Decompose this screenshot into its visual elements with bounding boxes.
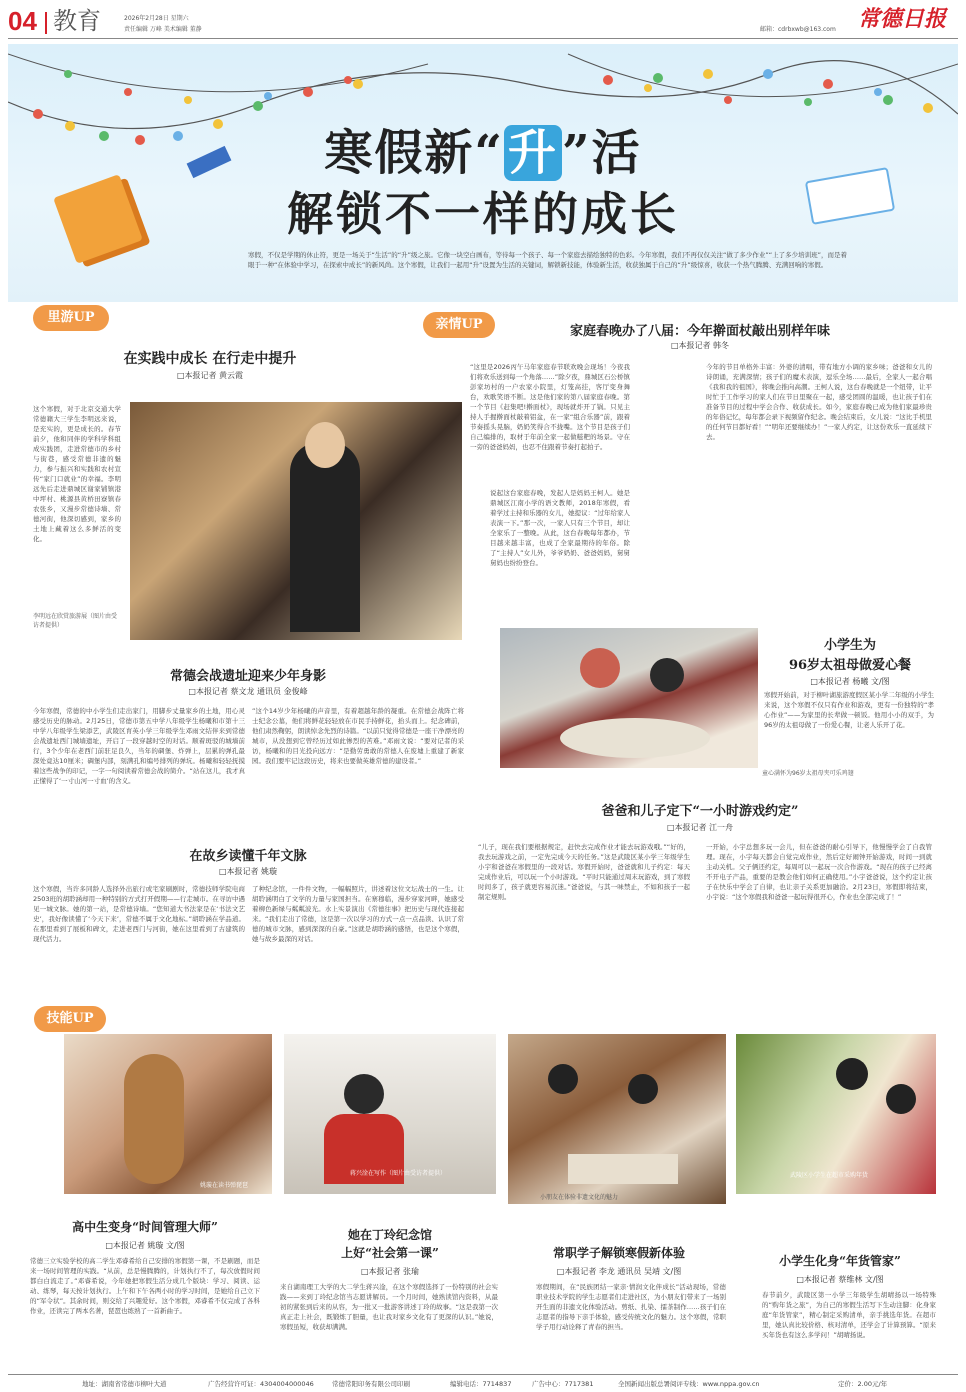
b3-byline: □本报记者 江一舟 [666, 823, 734, 832]
banner-title-part: ”活 [562, 125, 642, 181]
banner-title-line2: 解锁不一样的成长 [287, 187, 679, 241]
a1-photo [130, 402, 462, 640]
a3-title: 在故乡读懂千年文脉 [189, 849, 307, 864]
page-number: 04 [8, 6, 37, 36]
table-plates [560, 718, 710, 758]
person-head [628, 1074, 658, 1104]
footer-address: 地址：湖南省常德市柳叶大道 [82, 1380, 167, 1388]
b2-title-line2: 96岁太祖母做爱心餐 [788, 658, 912, 673]
paper-logo: 常德日报 [858, 6, 947, 32]
b2-body: 寒假开始前，对于柳叶湖旅游度假区某小学二年级的小学生来说，这个寒假不仅只有作业和游戏，更有一份独特的“孝心作业”——为家里的长辈做一顿饭。他用小小的双手，为96岁的太祖母做了一份爱心餐，让老人乐开了花。 [764, 691, 934, 729]
email-line: 邮箱：cdrbxwb@163.com [760, 26, 836, 33]
a1-byline: □本报记者 黄云霞 [176, 371, 244, 380]
c3-title: 常职学子解锁寒假新体验 [552, 1246, 685, 1260]
a3-body-col2: 了种纪念馆，一件件文物，一幅幅照片，讲述着这位文坛战士的一生。让胡聆涵明白了文学的力量与家国担当。在寨穆临，漫步穿家河畔，她感受着柳色新绿与粼粼波光。水上实景演出《常德往事》把历史与现代连接起来。“我们走出了常德，这是第一次以学习的方式一点一点品读、认识了常德的城市文脉，感到深深的自豪。”这就是胡聆涵的感悟，也是这个寒假，她与故乡最深的对话。 [252, 885, 464, 943]
header-divider [45, 12, 47, 34]
footer-license: 广告经营许可证：4304004000046 [208, 1380, 314, 1388]
skill-photo-1 [64, 1034, 272, 1194]
skill-photo-1-caption: 姚璇在读书弹琵琶 [200, 1182, 249, 1189]
b2-caption: 童心满怀为96岁太祖母夹可乐鸡翅 [762, 770, 854, 777]
tag-skill: 技能UP [34, 1006, 106, 1032]
banner-title-part: 寒假新“ [324, 125, 504, 181]
b1-byline: □本报记者 韩冬 [670, 341, 730, 350]
banner [8, 44, 958, 302]
person-head [305, 422, 345, 468]
a1-title: 在实践中成长 在行走中提升 [123, 351, 297, 367]
person-head [580, 648, 620, 688]
footer-printer: 常德常阳印务有限公司印刷 [332, 1380, 410, 1388]
c2-byline: □本报记者 张瑜 [360, 1267, 420, 1276]
b1-body-col3: 今年的节目单格外丰富：外婆的清唱，带有地方小调的家乡味；爸爸和女儿的诗朗诵，充满深情；孩子们的魔术表演，逗乐全场……最后，全家人一起合唱《我和我的祖国》，将晚会推向高潮。王柯人说，这台春晚就是一个纽带，让平时忙于工作学习的家人们在节日里聚在一起，感受团圆的温暖，也让孩子们在准备节目的过程中学会合作、收获成长。如今，家庭春晚已成为他们家最珍贵的年俗记忆，每年都会录下视频留作纪念。晚会结束后，女儿说：“这比手机里的任何节目都好看！”“明年还要继续办！”一家人约定，让这份欢乐一直延续下去。 [706, 363, 932, 441]
a2-title: 常德会战遗址迎来少年身影 [169, 669, 326, 684]
person-head [886, 1084, 916, 1114]
footer-phone: 编辑电话：7714837 [450, 1380, 512, 1388]
b1-body-col1: “这里是2026丙午马年家庭春节联欢晚会现场！今夜我们将欢乐送到每一个角落……”除夕夜，鼎城区石公桥镇彭家坊村的一户农家小院里，灯笼高挂，客厅变身舞台，欢歌笑语不断。这是他们家的第八届家庭春晚。第一个节目《赶集吧!擀面杖》，现场就炸开了锅。只见主持人手握擀面杖敲着铝盆，在一家“组合乐器”前，跟着节奏摇头晃脑，奶奶笑得合不拢嘴。这个节目是孩子们自己编排的，取材于年前全家一起做糍粑的场景。守在一旁的爸爸妈妈，也忍不住跟着节奏打起拍子。 [470, 363, 630, 451]
c4-byline: □本报记者 蔡维林 文/图 [796, 1275, 884, 1284]
skill-photo-2-caption: 蒋兴淦在写作（图片由受访者提供） [350, 1170, 447, 1177]
person-head [836, 1058, 868, 1090]
b1-body-col2: 说起这台家庭春晚，发起人是妈妈王柯人。她是鼎城区江南小学的语文教师，2018年寒假，看着学过主持和乐器的女儿，她提议：“过年给家人表演一下。”那一次，一家人只有三个节目，却让全家乐了一整晚。从此，这台春晚每年都办，节目越来越丰富，也成了全家最期待的年俗。除了“主持人”女儿外，爷爷奶奶、爸爸妈妈，舅舅舅妈也纷纷登台。 [490, 489, 630, 567]
c4-body: 春节前夕，武陵区第一小学三年级学生胡晴扬以一场特殊的“购年货之旅”，为自己的寒假生活写下生动注脚：化身家庭“年货管家”，精心制定采购清单，亲手挑选年货。在超市里，她认真比较价格、核对清单，还学会了计算预算。“原来买年货也有这么多学问！”胡晴扬说。 [762, 1291, 936, 1339]
b3-body-col1: “儿子，现在我们要根据规定，赶快去完成作业才能去玩游戏哦。”“好的，我去玩游戏之前，一定先完成今天的任务。”这是武陵区某小学三年级学生小宇和爸爸在寒假里的一段对话。寒假开始时，爸爸就和儿子约定：每天完成作业后，可以玩一个小时游戏。“平时只能通过周末玩游戏，到了寒假时间多了，孩子就更容易沉迷。”爸爸说，与其一味禁止，不如和孩子一起制定规则。 [478, 843, 690, 901]
pipa-instrument [124, 1054, 184, 1184]
tag-travel: 里游UP [33, 305, 109, 331]
b3-title: 爸爸和儿子定下“一小时游戏约定” [601, 804, 799, 819]
date-line: 2026年2月28日 星期六 [124, 15, 189, 22]
a1-caption: 李明远在欣赏旅游展（图片由受访者提供） [33, 613, 118, 629]
person-figure [290, 442, 360, 632]
c2-body: 来自湖南理工大学的大二学生蒋兴淦，在这个寒假选择了一份特别的社会实践——来到丁玲纪念馆当志愿讲解员。一个月时间，她熟读馆内资料，从最初的紧张到后来的从容，为一批又一批游客讲述丁玲的故事。“这是我第一次真正走上社会，既锻炼了胆量，也让我对家乡文化有了更深的认识。”她说，寒假虽短，收获却满满。 [280, 1283, 498, 1331]
c3-byline: □本报记者 李龙 通讯员 吴靖 文/图 [556, 1267, 682, 1276]
footer-rule [8, 1374, 958, 1375]
tag-family: 亲情UP [423, 312, 495, 338]
banner-title-line1 [8, 124, 958, 182]
b2-photo [500, 628, 758, 768]
skill-photo-3-caption: 小朋友在体验非遗文化的魅力 [540, 1194, 619, 1201]
header-rule [8, 38, 958, 39]
b3-body-col2: 一开始，小宇总想多玩一会儿，但在爸爸的耐心引导下，他慢慢学会了自我管理。现在，小宇每天都会自觉完成作业，然后定好闹钟开始游戏，时间一到就主动关机。父子俩还约定，每周可以一起玩一次合作游戏。“现在的孩子已经离不开电子产品，重要的是教会他们如何正确使用。”小宇爸爸说，这个约定让孩子在快乐中学会了自律，也让亲子关系更加融洽。2月23日，寒假即将结束，小宇说：“这个寒假我和爸爸一起玩得很开心，作业也全部完成了！” [706, 843, 932, 901]
skill-photo-4-caption: 武陵区小学生在超市采购年货 [790, 1172, 869, 1179]
c2-title-line1: 她在丁玲纪念馆 [347, 1228, 432, 1242]
footer-ad-phone: 广告中心：7717381 [532, 1380, 594, 1388]
footer-complaint: 全国新闻出版总署阅评专线：www.nppa.gov.cn [618, 1380, 760, 1388]
banner-intro: 寒假，不仅是学期的休止符，更是一场关于“生活”的“升”级之旅。它像一块空白画布，等待每一个孩子、每一个家庭去描绘独特的色彩。今年寒假，我们不再仅仅关注“做了多少作业”“上了多少培训班”，而是着眼于一种“在体验中学习，在探索中成长”的新风尚。这个寒假，让我们一起用“升”设置为生活的关键词，解锁新技能，体验新生活，收获独属于自己的“升”级惊喜，收获一个热气腾腾、充满回响的寒假。 [248, 251, 847, 269]
c3-body: 寒假期间，在“民族团结一家亲·情润文化伴成长”活动现场，常德职业技术学院的学生志愿者们走进社区，为小朋友们带来了一场别开生面的非遗文化体验活动。剪纸、扎染、擂茶制作……孩子们在志愿者的指导下亲手体验，感受传统文化的魅力。这个寒假，常职学子用行动诠释了青春的担当。 [536, 1283, 726, 1331]
banner-title-highlight: 升 [504, 125, 562, 181]
skill-photo-3 [508, 1034, 726, 1204]
a2-body-col2: ”这个14岁少年杨曦的声音里，有着超越年龄的凝重。在常德会战阵亡将士纪念公墓，他们将鲜花轻轻放在市民手持鲜花，抬头而上。纪念碑前，他们肃然鞠躬，朗读悼念先烈的诗篇。“以前只觉得常德是一座干净漂亮的城市，从没想到它曾经历过如此惨烈的苦难。”邓雨文说：“要对记者的采访，杨曦和的目光投向远方：“是勤劳勇敢的常德人在废墟上重建了新家园。我们要牢记这段历史，将来也要做英雄常德的建设者。” [252, 707, 464, 765]
b2-byline: □本报记者 杨曦 文/图 [810, 677, 890, 686]
c2-title-line2: 上好“社会第一课” [341, 1246, 439, 1260]
a2-byline: □本报记者 蔡文龙 通讯员 金俊峰 [188, 687, 308, 696]
person-head [548, 1064, 578, 1094]
person-head [344, 1074, 384, 1114]
c1-byline: □本报记者 姚璇 文/图 [105, 1241, 185, 1250]
c4-title: 小学生化身“年货管家” [779, 1254, 901, 1268]
person-head [650, 658, 684, 692]
a2-body-col1: 今年寒假，常德的中小学生们走出家门，用脚步丈量家乡的土地，用心灵感受历史的脉动。2月25日，常德市第五中学八年级学生杨曦和市第十三中学八年级学生梁添艺，武陵区育英小学三年级学生邓雨文结伴来到常德会战遗址西门城墙遗址，开启了一段穿越时空的对话。顺着斑驳的城墙前行，3个少年在老西门前驻足良久，当年的碉堡、炸弹上，层累的弹孔最深处竟达10厘米；碉堡内部，刻满孔和编号排列的弹坑。杨曦和轻轻抚摸着这些战争的印记，一字一句阅读着常德会战的简介。“站在这儿，我才真正懂得了‘一寸山河一寸血’的含义。 [33, 707, 245, 785]
section-name: 教育 [53, 7, 101, 35]
craft-table [568, 1154, 678, 1184]
a3-byline: □本报记者 姚璇 [218, 867, 278, 876]
a1-body: 这个寒假，对于北京交通大学常德籍大三学生李明远来说，是充实的，更是成长的。春节前夕，他和同伴的学科学科组成实践团，走进常德市的乡村与街巷，感受常德非遗的魅力，参与振兴和实践和农村宣传“家门口就业”的幸福。李明远先后走进鼎城区谢家铺镇港中坪村、桃源县黄桥田寮镇春农张乡，又漫步常德诗墙、常德河街，他深切感到，家乡的土地上藏着这么多鲜活的变化。 [33, 405, 121, 543]
b1-title: 家庭春晚办了八届：今年擀面杖敲出别样年味 [569, 324, 830, 339]
editor-line: 责任编辑 万峰 美术编辑 董静 [124, 26, 202, 33]
c1-body: 常德三立实验学校的高二学生邓睿希给自己安排的寒假第一课，不是刷题，而是来一场时间管理的实践。“从前，总是慢腾腾的，计划执行不了，每次放假时间都白白流走了。”邓睿希说，今年她把寒假生活分成几个版块：学习、阅读、运动、练琴，每天按计划执行。上午和下午各两小时的学习时间，是她给自己立下的“军令状”。其余时间，则交给了兴趣爱好。这个寒假，邓睿希不仅完成了各科作业，还读完了两本名著，琵琶也练熟了一首新曲子。 [30, 1257, 260, 1315]
c1-title: 高中生变身“时间管理大师” [72, 1220, 218, 1234]
footer-price: 定价：2.00元/年 [838, 1380, 888, 1388]
a3-body-col1: 这个寒假，当许多同龄人选择外出旅行或宅家刷剧时，常德技师学院电商2503班的胡聆涵却用一种特别的方式打开假期——行走城市。在寻访中遇见一城文脉。她的第一站，是常德诗墙。“您知道大书法家是在‘书法文艺史’，我好像读懂了‘今天下来’，常德不属于文化地标。”胡聆涵在学品道。在那里看到了展板和碑文，走进老西门与河街，她在这里看到了古建筑的现代活力。 [33, 885, 245, 943]
b2-title-line1: 小学生为 [823, 638, 876, 653]
